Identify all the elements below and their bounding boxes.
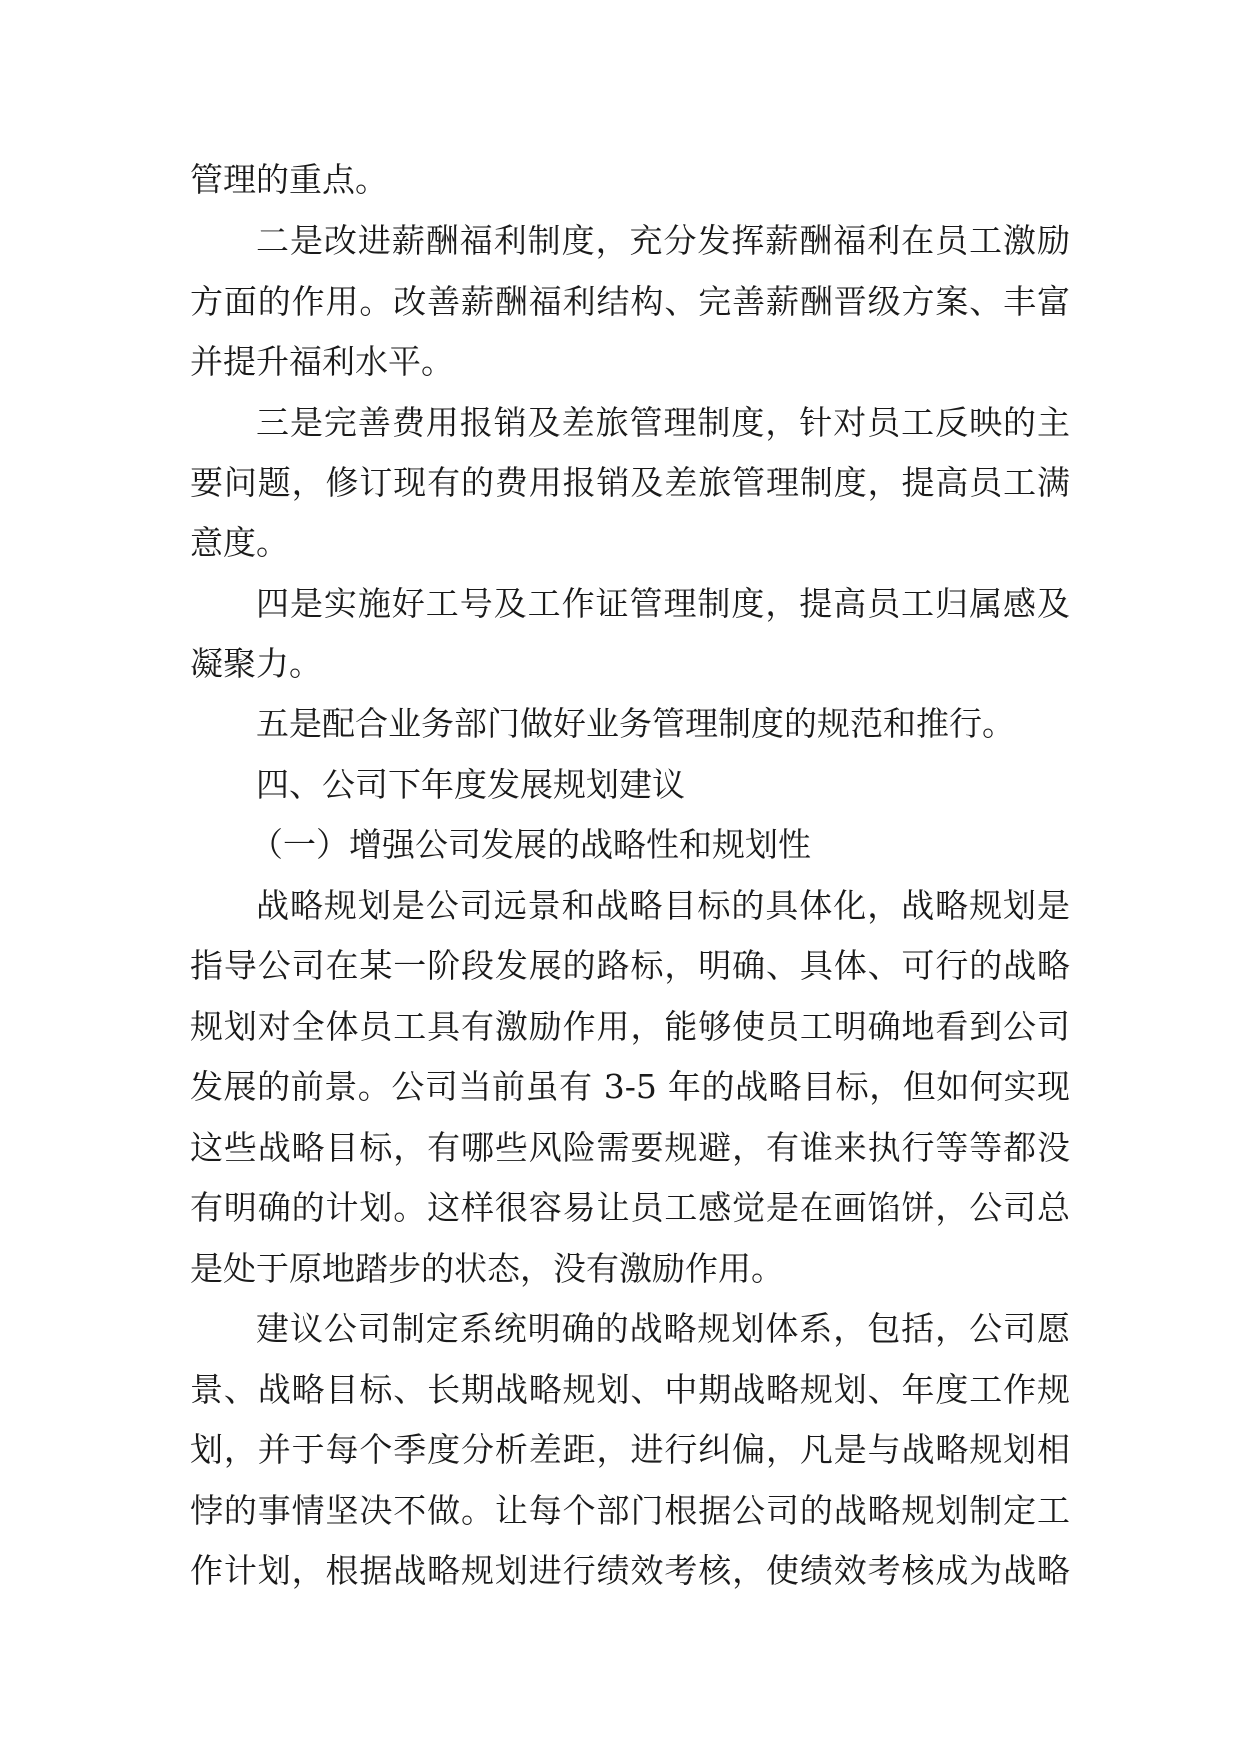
text-line: 五是配合业务部门做好业务管理制度的规范和推行。 [256, 704, 1015, 743]
text-line: 划，并于每个季度分析差距，进行纠偏，凡是与战略规划相 [190, 1430, 1070, 1469]
text-line: 意度。 [190, 523, 289, 562]
text-line: 景、战略目标、长期战略规划、中期战略规划、年度工作规 [190, 1370, 1070, 1409]
text-line: 并提升福利水平。 [190, 342, 454, 381]
text-line: 四是实施好工号及工作证管理制度，提高员工归属感及 [256, 584, 1070, 623]
section-heading: 四、公司下年度发展规划建议 [256, 765, 685, 804]
text-line: 这些战略目标，有哪些风险需要规避，有谁来执行等等都没 [190, 1128, 1070, 1167]
text-line: 是处于原地踏步的状态，没有激励作用。 [190, 1249, 784, 1288]
text-line: 指导公司在某一阶段发展的路标，明确、具体、可行的战略 [190, 946, 1070, 985]
text-line: 要问题，修订现有的费用报销及差旅管理制度，提高员工满 [190, 463, 1070, 502]
text-line: 二是改进薪酬福利制度，充分发挥薪酬福利在员工激励 [256, 221, 1070, 260]
text-line: 建议公司制定系统明确的战略规划体系，包括，公司愿 [256, 1309, 1070, 1348]
text-line: 战略规划是公司远景和战略目标的具体化，战略规划是 [256, 886, 1070, 925]
text-line: 方面的作用。改善薪酬福利结构、完善薪酬晋级方案、丰富 [190, 282, 1070, 321]
text-line: 管理的重点。 [190, 160, 388, 199]
text-line: 发展的前景。公司当前虽有 3-5 年的战略目标，但如何实现 [190, 1067, 1070, 1106]
subsection-heading: （一）增强公司发展的战略性和规划性 [250, 825, 811, 864]
text-line: 三是完善费用报销及差旅管理制度，针对员工反映的主 [256, 403, 1070, 442]
text-line: 作计划，根据战略规划进行绩效考核，使绩效考核成为战略 [190, 1551, 1070, 1590]
text-line: 悖的事情坚决不做。让每个部门根据公司的战略规划制定工 [190, 1491, 1070, 1530]
text-line: 凝聚力。 [190, 644, 322, 683]
text-line: 有明确的计划。这样很容易让员工感觉是在画馅饼，公司总 [190, 1188, 1070, 1227]
text-line: 规划对全体员工具有激励作用，能够使员工明确地看到公司 [190, 1007, 1070, 1046]
